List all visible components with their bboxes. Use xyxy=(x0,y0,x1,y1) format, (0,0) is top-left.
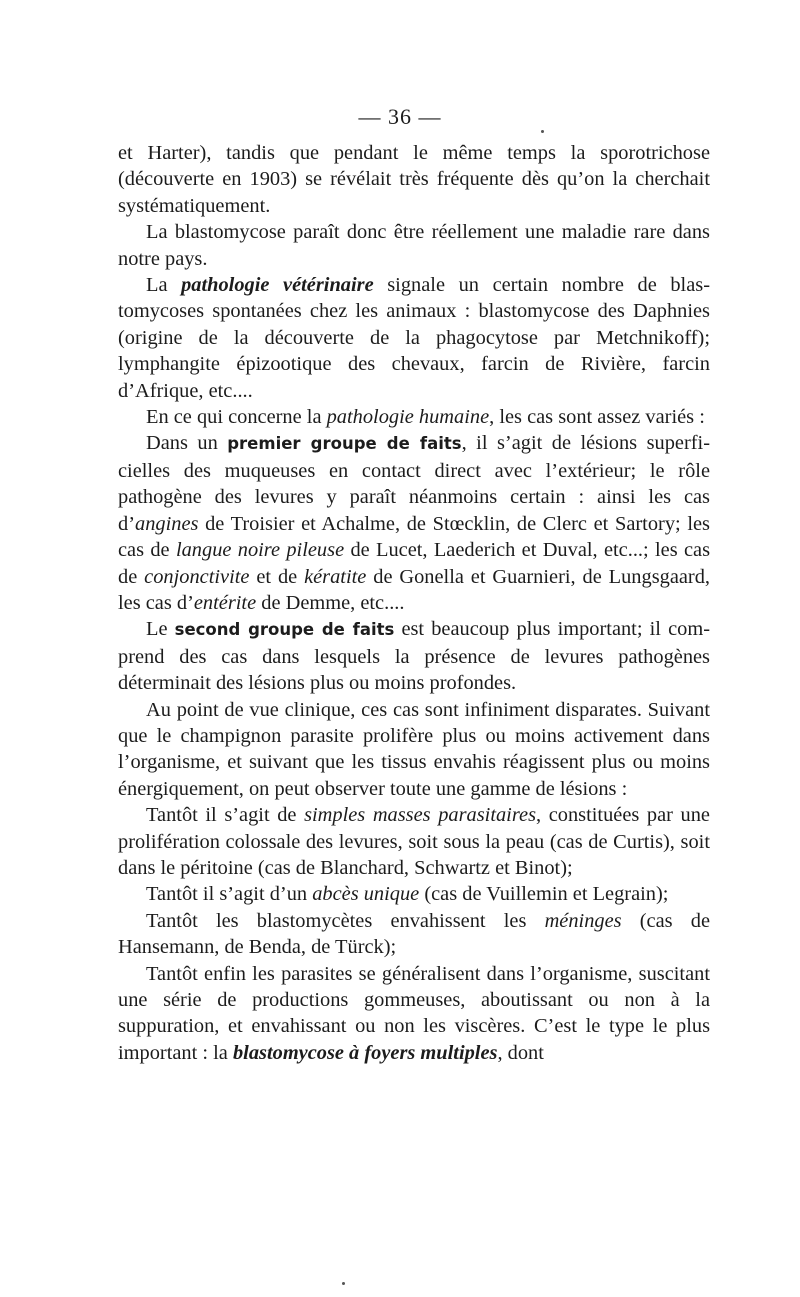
text-run: , constituées par une prolifération colossale des levures, soit sous la peau (cas de Curtis), soit dans le péritoine (cas de Blanchard, Schwartz et Binot); xyxy=(118,804,710,879)
text-run: de Troisier et Achalme, de Stœcklin, de Clerc et Sartory; les cas de xyxy=(118,512,710,562)
text-run: La blastomycose paraît donc être réellement une maladie rare dans notre pays. xyxy=(118,221,710,270)
text-run: de Demme, etc.... xyxy=(256,591,405,614)
paragraph xyxy=(118,697,710,803)
paragraph xyxy=(118,219,710,272)
text-run: de Gonella et Guarnieri, de Lungsgaard, les cas d’ xyxy=(118,565,711,614)
text-run: , il s’agit de lésions superficielles des muqueuses en contact direct avec l’extérieur; le rôle pathogène des levures y paraît néanmoins certain : ainsi les cas d’ xyxy=(118,432,710,535)
text-run: Tantôt il s’agit de xyxy=(146,804,305,827)
paragraph xyxy=(118,961,710,1067)
text-run: de Lucet, Laederich et Duval, etc...; les cas de xyxy=(118,539,711,588)
text-run: Au point de vue clinique, ces cas sont infiniment disparates. Suivant que le champignon parasite prolifère plus ou moins activement dans l’organisme, et suivant que les tissus envahis réagissent plus ou moins énergiquement, on peut observer toute une gamme de lésions : xyxy=(118,698,710,800)
text-run: La xyxy=(146,274,182,297)
text-run: Dans un xyxy=(146,432,228,455)
text-run: et Harter), tandis que pendant le même temps la sporotrichose (découverte en 1903) se révélait très fréquente dès qu’on la cherchait systématiquement. xyxy=(118,142,710,217)
emphasized-text: méninges xyxy=(544,909,622,932)
paragraph xyxy=(118,881,710,907)
text-run: signale un certain nombre de blastomycoses spontanées chez les animaux : blastomycose des Daphnies (origine de la découverte de la phagocytose par Metchnikoff); lymphangite épizootique des chevaux, farcin de Rivière, farcin d’Afrique, etc.... xyxy=(118,274,710,402)
text-run: Tantôt il s’agit d’un xyxy=(146,883,313,906)
print-speck xyxy=(541,130,544,133)
paragraph xyxy=(118,430,710,616)
text-run: Tantôt enfin les parasites se généralisent dans l’organisme, suscitant une série de productions gommeuses, aboutissant ou non à la suppuration, et envahissant ou non les viscères. C’est le type le plus important : la xyxy=(118,962,710,1064)
body-text xyxy=(118,140,710,1066)
page-number: — 36 — xyxy=(358,104,442,129)
paragraph xyxy=(118,908,710,961)
emphasized-text: premier groupe de faits xyxy=(227,434,462,454)
emphasized-text: conjonctivite xyxy=(144,565,250,588)
text-run: est beaucoup plus important; il comprend des cas dans lesquels la présence de levures pathogènes déterminait des lésions plus ou moins profondes. xyxy=(118,618,710,695)
emphasized-text: entérite xyxy=(193,591,257,614)
emphasized-text: abcès unique xyxy=(312,883,420,906)
text-run: En ce qui concerne la xyxy=(146,406,327,429)
text-run: (cas de Hansemann, de Benda, de Türck); xyxy=(118,909,710,959)
text-run: Le xyxy=(146,618,175,641)
emphasized-text: simples masses parasitaires xyxy=(304,804,537,827)
text-run: , dont xyxy=(497,1041,544,1064)
text-run: (cas de Vuillemin et Legrain); xyxy=(419,883,669,906)
paragraph xyxy=(118,404,710,430)
emphasized-text: pathologie humaine xyxy=(326,406,490,429)
emphasized-text: blastomycose à foyers multiples xyxy=(232,1041,498,1064)
paragraph xyxy=(118,272,710,404)
emphasized-text: langue noire pileuse xyxy=(175,539,345,562)
emphasized-text: pathologie vétérinaire xyxy=(181,274,374,297)
paragraph xyxy=(118,616,710,696)
emphasized-text: kératite xyxy=(304,565,367,588)
text-run: Tantôt les blastomycètes envahissent les xyxy=(146,909,545,932)
emphasized-text: second groupe de faits xyxy=(174,620,395,640)
text-run: et de xyxy=(249,565,305,588)
print-speck xyxy=(342,1282,345,1285)
emphasized-text: angines xyxy=(135,512,199,535)
text-run: , les cas sont assez variés : xyxy=(489,406,705,429)
paragraph xyxy=(118,802,710,881)
paragraph xyxy=(118,140,710,219)
